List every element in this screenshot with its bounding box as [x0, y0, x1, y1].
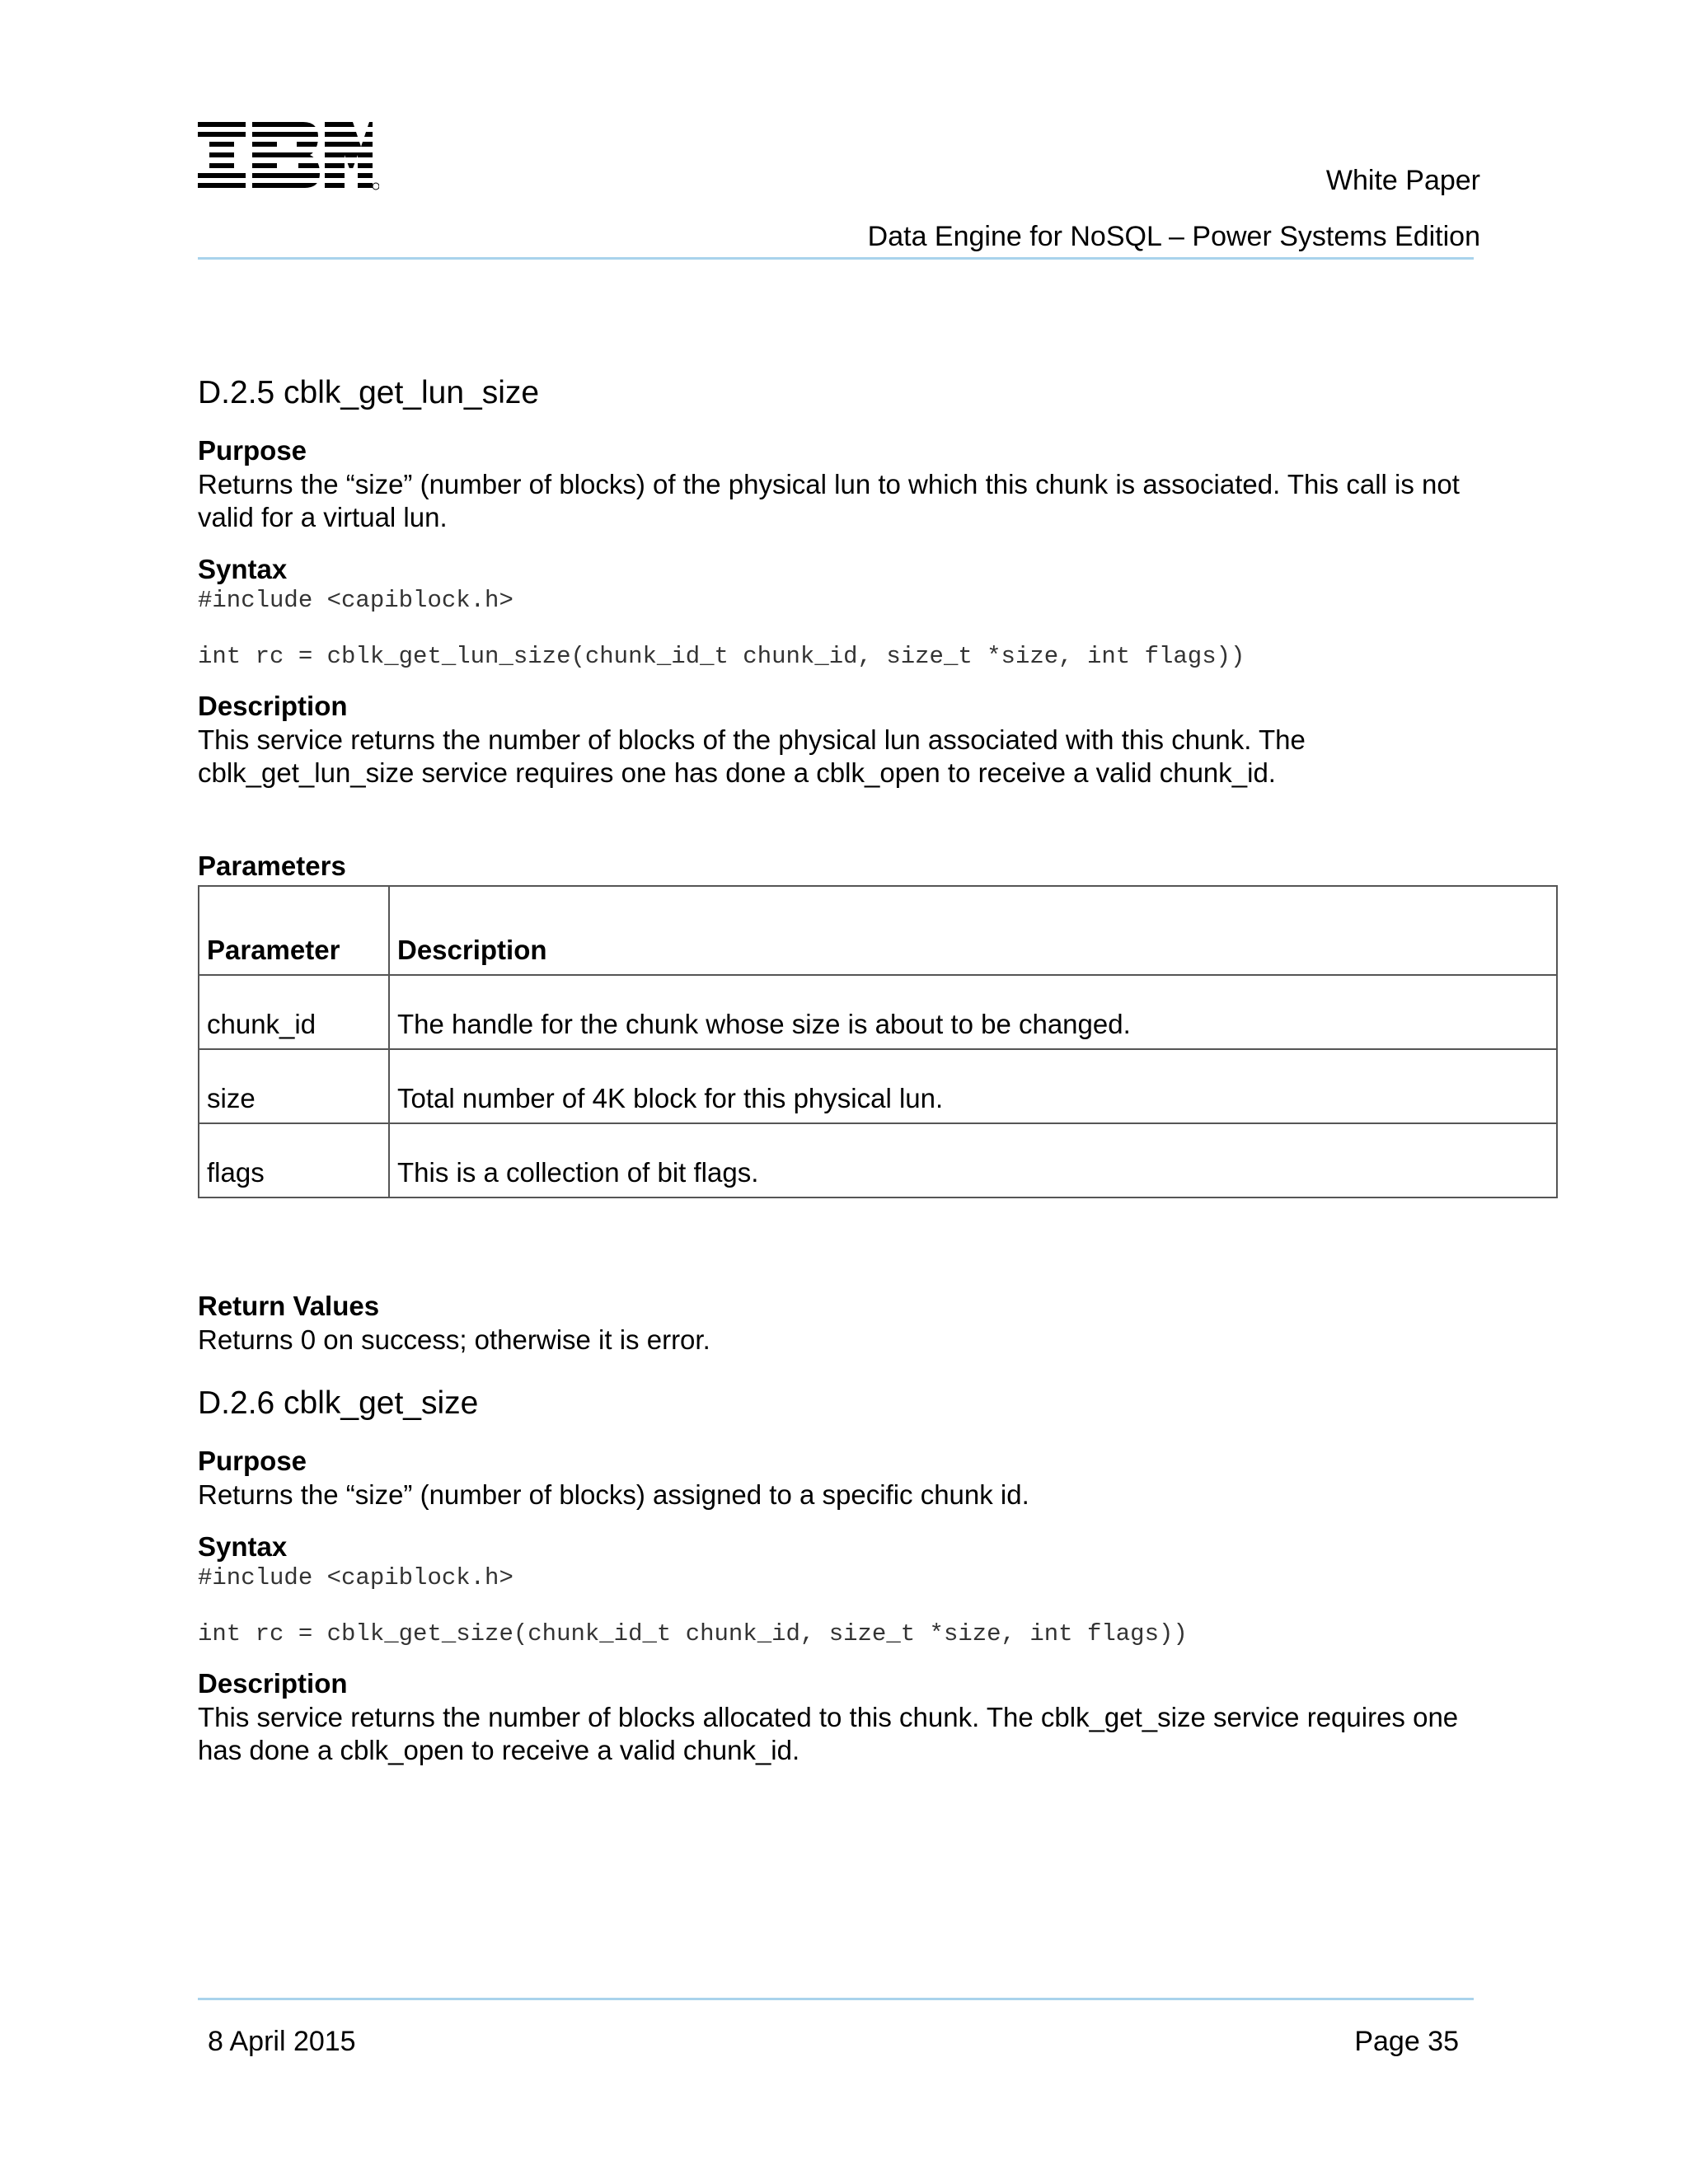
purpose-text: Returns the “size” (number of blocks) of the physical lun to which this chunk is associated. This call is not valid for a virtual lun.	[198, 469, 1460, 532]
ibm-logo	[198, 122, 379, 193]
purpose-label: Purpose	[198, 435, 307, 466]
footer-date: 8 April 2015	[208, 2026, 356, 2057]
table-cell-parameter: size	[199, 1049, 389, 1123]
table-cell-parameter: flags	[199, 1123, 389, 1197]
description-label: Description	[198, 691, 348, 721]
footer-divider	[198, 1998, 1474, 2000]
table-header-cell: Description	[389, 886, 1557, 975]
page-number: Page 35	[1354, 2026, 1459, 2057]
syntax-call: int rc = cblk_get_lun_size(chunk_id_t chunk_id, size_t *size, int flags))	[198, 643, 1245, 670]
table-row	[199, 1123, 1557, 1197]
section-heading: D.2.6 cblk_get_size	[198, 1385, 479, 1421]
document-type: White Paper	[1325, 165, 1480, 196]
header-divider	[198, 257, 1474, 260]
purpose-text: Returns the “size” (number of blocks) assigned to a specific chunk id.	[198, 1479, 1029, 1510]
table-header-cell: Parameter	[199, 886, 389, 975]
table-row	[199, 1049, 1557, 1123]
description-text: This service returns the number of blocks of the physical lun associated with this chunk. The cblk_get_lun_size service requires one has done a cblk_open to receive a valid chunk_id.	[198, 724, 1306, 788]
table-cell-parameter: chunk_id	[199, 975, 389, 1049]
description-label: Description	[198, 1668, 348, 1699]
page-content	[198, 371, 1484, 1767]
table-cell-description: Total number of 4K block for this physical lun.	[389, 1049, 1557, 1123]
purpose-label: Purpose	[198, 1446, 307, 1476]
return-values-text: Returns 0 on success; otherwise it is error.	[198, 1324, 710, 1355]
syntax-label: Syntax	[198, 1531, 288, 1562]
parameters-label: Parameters	[198, 851, 346, 881]
table-header-row	[199, 886, 1557, 975]
syntax-label: Syntax	[198, 554, 288, 584]
syntax-include: #include <capiblock.h>	[198, 1564, 513, 1591]
parameters-table	[198, 885, 1558, 1198]
syntax-call: int rc = cblk_get_size(chunk_id_t chunk_id, size_t *size, int flags))	[198, 1620, 1188, 1647]
description-text: This service returns the number of blocks allocated to this chunk. The cblk_get_size service requires one has done a cblk_open to receive a valid chunk_id.	[198, 1702, 1459, 1765]
document-title: Data Engine for NoSQL – Power Systems Edition	[867, 221, 1480, 252]
table-cell-description: The handle for the chunk whose size is about to be changed.	[389, 975, 1557, 1049]
section-heading: D.2.5 cblk_get_lun_size	[198, 375, 540, 410]
table-cell-description: This is a collection of bit flags.	[389, 1123, 1557, 1197]
return-values-label: Return Values	[198, 1291, 380, 1321]
syntax-include: #include <capiblock.h>	[198, 587, 513, 614]
table-row	[199, 975, 1557, 1049]
